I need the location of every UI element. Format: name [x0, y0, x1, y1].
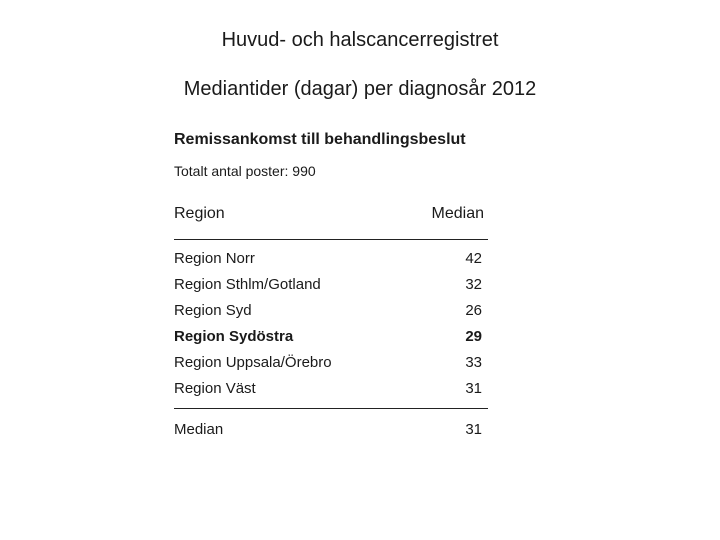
table-row: [174, 272, 490, 298]
row-median: 42: [465, 250, 482, 267]
row-median: 32: [465, 276, 482, 293]
total-records-label: Totalt antal poster: 990: [174, 163, 316, 179]
footer-median: 31: [465, 421, 482, 438]
median-table-panel: [174, 131, 490, 443]
section-heading: Remissankomst till behandlingsbeslut: [174, 131, 466, 148]
row-median: 26: [465, 302, 482, 319]
header-divider: [174, 239, 488, 240]
footer-label: Median: [174, 421, 224, 438]
footer-divider: [174, 408, 488, 409]
column-header-median: Median: [431, 205, 484, 222]
row-region: Region Syd: [174, 302, 252, 319]
page-subtitle: Mediantider (dagar) per diagnosår 2012: [183, 78, 537, 100]
row-region: Region Sydöstra: [174, 328, 294, 345]
table-row: [174, 246, 490, 272]
page-title: Huvud- och halscancerregistret: [221, 29, 499, 51]
row-region: Region Norr: [174, 250, 255, 267]
table-row-highlighted: [174, 324, 490, 350]
row-median: 31: [465, 380, 482, 397]
table-body: [174, 246, 490, 402]
table-header: [174, 205, 490, 227]
column-header-region: Region: [174, 205, 225, 222]
row-median: 29: [465, 328, 482, 345]
row-region: Region Uppsala/Örebro: [174, 354, 332, 371]
row-median: 33: [465, 354, 482, 371]
table-row: [174, 350, 490, 376]
table-footer-row: [174, 417, 490, 443]
row-region: Region Väst: [174, 380, 256, 397]
row-region: Region Sthlm/Gotland: [174, 276, 321, 293]
table-row: [174, 376, 490, 402]
table-row: [174, 298, 490, 324]
